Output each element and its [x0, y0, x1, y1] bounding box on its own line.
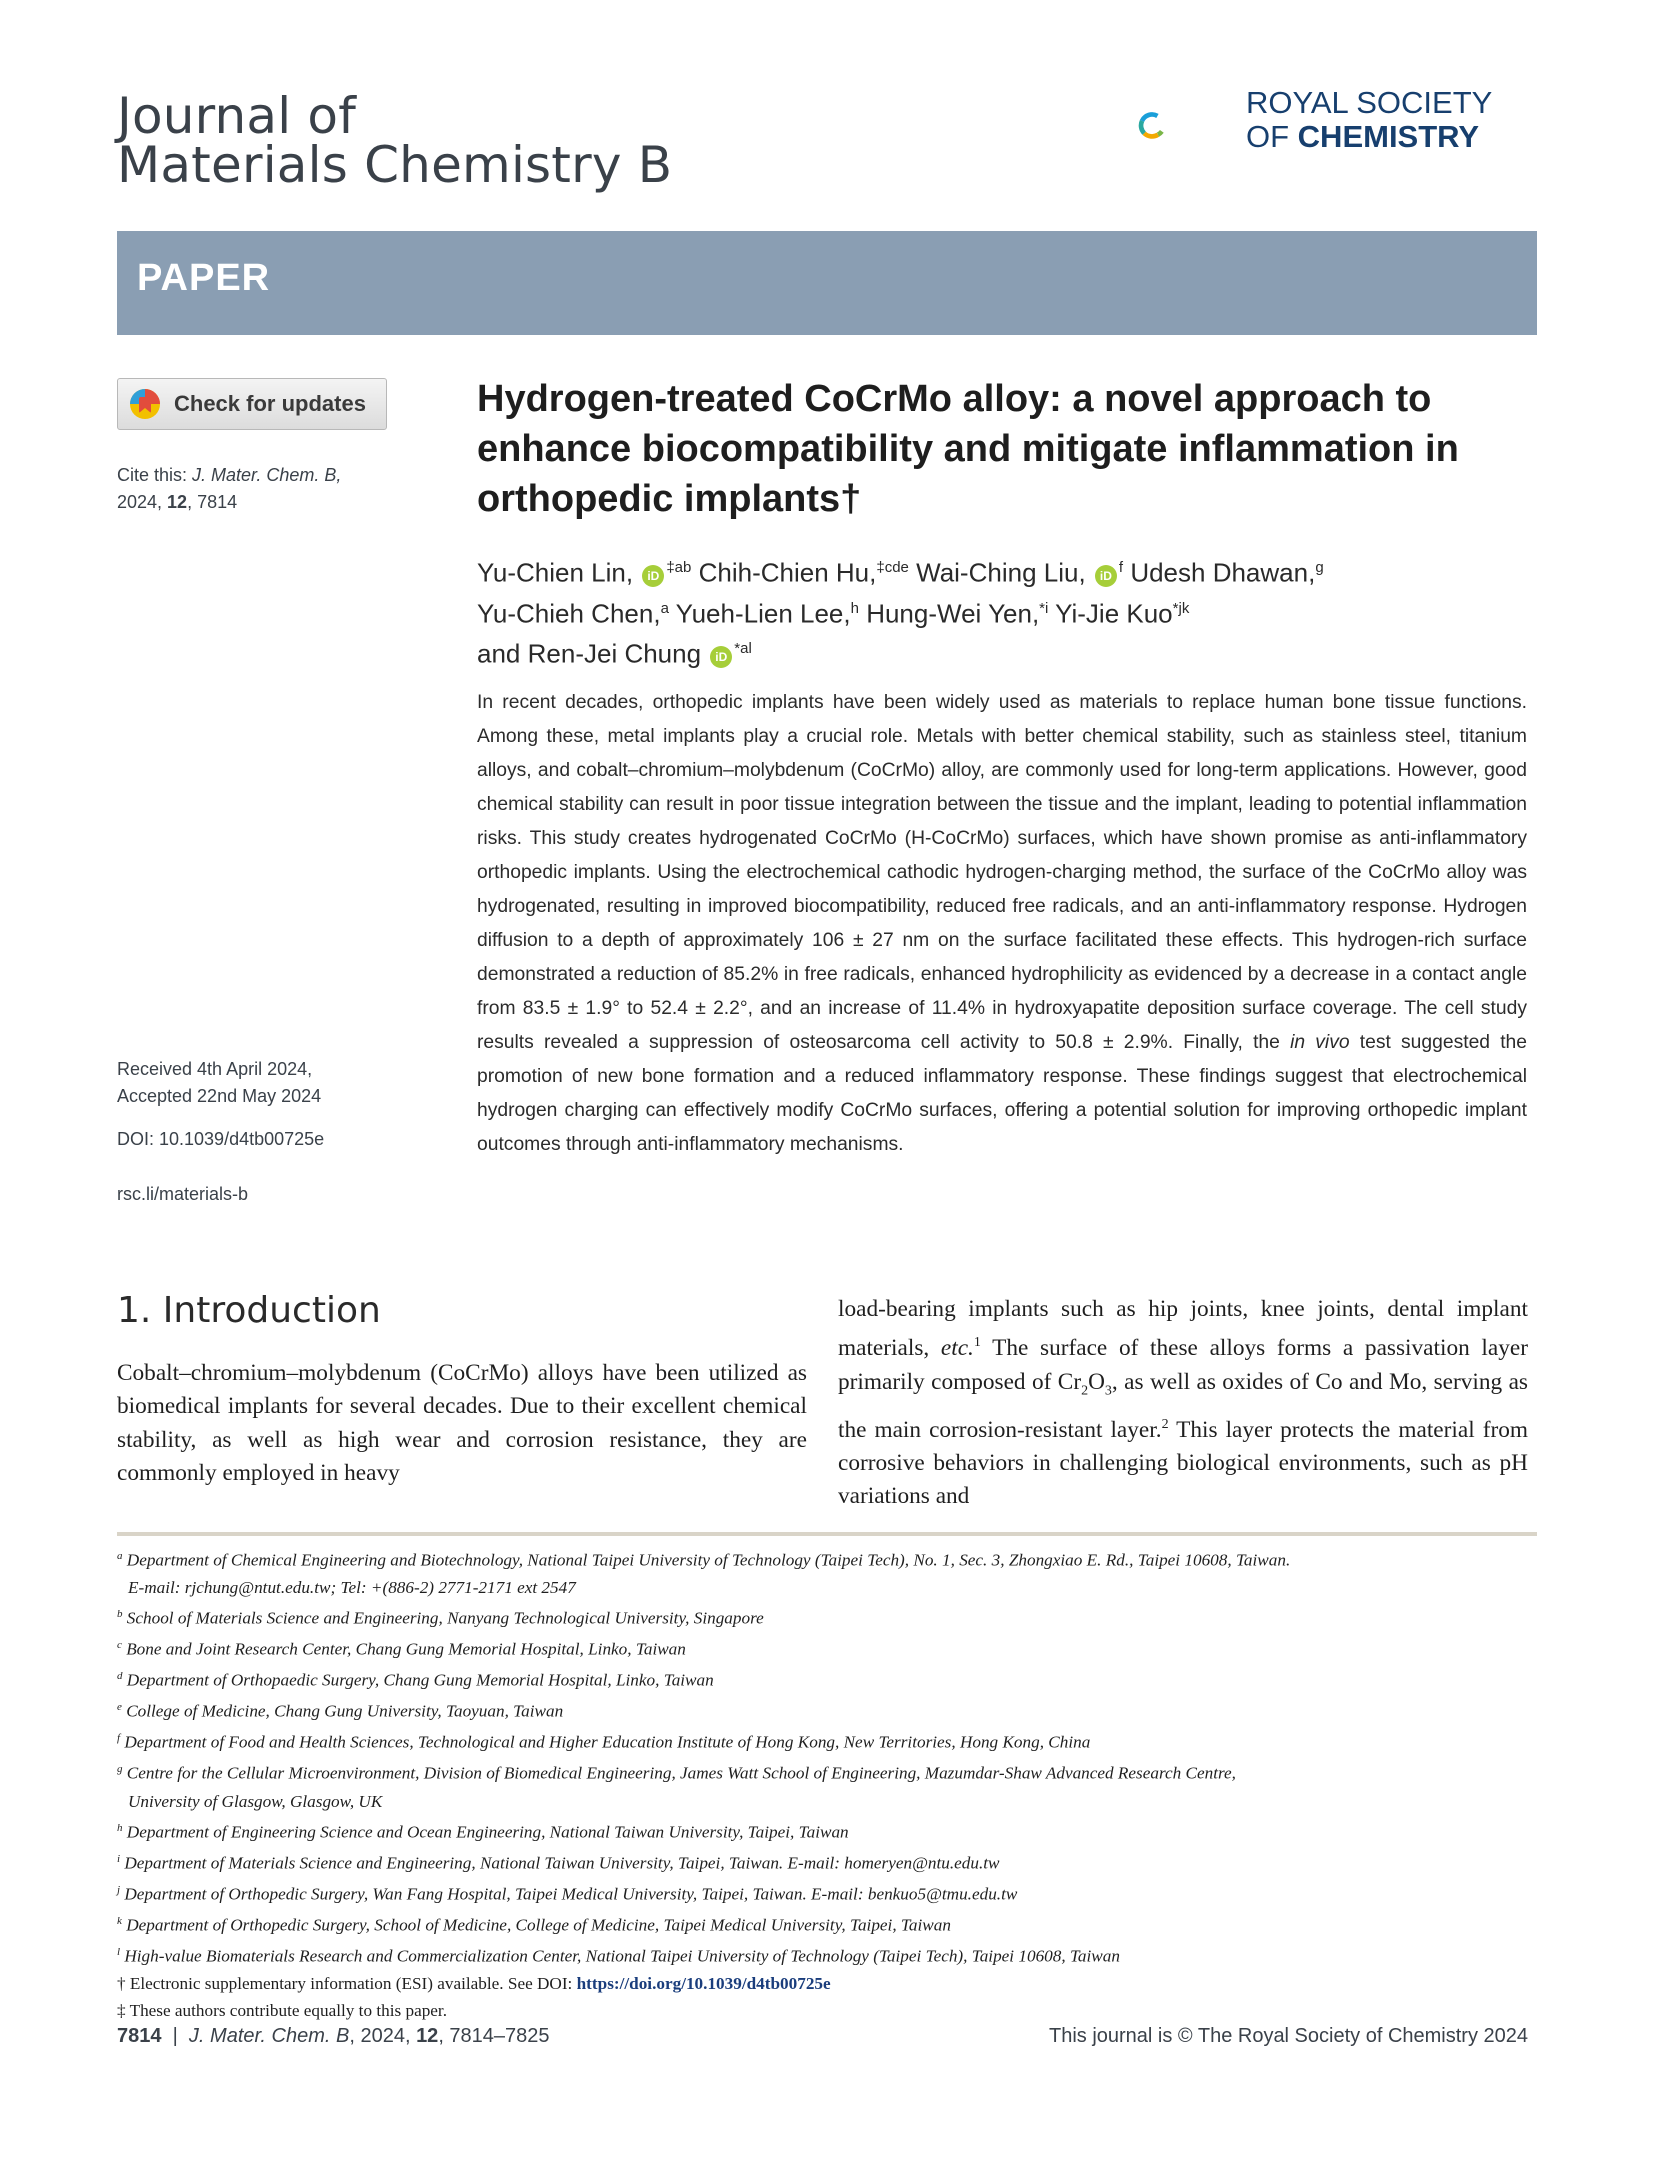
affiliations — [117, 1543, 1537, 2025]
author-affiliation-marker: ‡ab — [666, 559, 692, 576]
rsc-logo-icon — [1136, 70, 1246, 180]
affiliation-item — [117, 1694, 1537, 1725]
received-date: Received 4th April 2024, — [117, 1059, 313, 1079]
author-affiliation-marker: ‡cde — [876, 559, 909, 576]
author-name: Hung-Wei Yen, — [866, 598, 1040, 629]
affiliation-marker: h — [117, 1821, 123, 1834]
journal-title — [117, 87, 817, 194]
author-list — [477, 550, 1537, 672]
check-for-updates-button[interactable] — [117, 378, 387, 430]
article-title: Hydrogen-treated CoCrMo alloy: a novel approach to enhance biocompatibility and mitigate inflammation in orthopedic implants† — [477, 378, 1459, 520]
body-text-left: Cobalt–chromium–molybdenum (CoCrMo) alloys have been utilized as biomedical implants for several decades. Due to their excellent chemical stability, as well as high wear and corrosion resistance, they are commonly employed in heavy — [117, 1360, 807, 1487]
affiliation-marker: f — [117, 1732, 121, 1745]
page-footer-left: 7814 | J. Mater. Chem. B, 2024, 12, 7814–7825 — [117, 2025, 550, 2047]
affiliation-item — [117, 1725, 1537, 1756]
affiliation-item — [117, 1815, 1537, 1846]
accepted-date: Accepted 22nd May 2024 — [117, 1086, 322, 1106]
author-affiliation-marker: a — [660, 599, 669, 617]
section-label: PAPER — [137, 257, 271, 299]
journal-title-line1: Journal of — [117, 87, 357, 145]
affiliation-text-continued: E-mail: rjchung@ntut.edu.tw; Tel: +(886-2) 2771-2171 ext 2547 — [128, 1578, 576, 1598]
affiliation-text: Department of Orthopedic Surgery, Wan Fang Hospital, Taipei Medical University, Taipei, Taiwan. E-mail: benkuo5@tmu.edu.tw — [120, 1884, 1018, 1904]
affiliation-text: Centre for the Cellular Microenvironment, Division of Biomedical Engineering, James Watt School of Engineering, Mazumdar-Shaw Advanced Research Centre, — [122, 1764, 1236, 1784]
affiliation-marker: i — [117, 1852, 121, 1865]
affiliation-item — [117, 1846, 1537, 1877]
author-affiliation-marker: g — [1315, 559, 1324, 576]
author-affiliation-marker: *jk — [1172, 599, 1190, 617]
author-affiliation-marker: *al — [734, 640, 752, 658]
affiliation-marker: j — [117, 1883, 121, 1896]
author-name: Yu-Chieh Chen, — [477, 598, 661, 629]
affiliation-item — [117, 1663, 1537, 1694]
affiliation-item — [117, 1877, 1537, 1908]
orcid-icon[interactable]: iD — [1095, 565, 1117, 587]
check-for-updates-label: Check for updates — [174, 391, 366, 416]
author-name: Ren-Jei Chung — [527, 638, 702, 669]
affiliation-marker: d — [117, 1670, 123, 1683]
affiliation-text: School of Materials Science and Engineering, Nanyang Technological University, Singapore — [122, 1609, 764, 1629]
affiliation-marker: b — [117, 1608, 123, 1621]
author-name: Yu-Chien Lin, — [477, 557, 634, 588]
affiliation-text: High-value Biomaterials Research and Commercialization Center, National Taipei University of Technology (Taipei Tech), Taipei 10608, Taiwan — [120, 1946, 1120, 1966]
affiliation-text: Department of Orthopedic Surgery, School of Medicine, College of Medicine, Taipei Medical University, Taipei, Taiwan — [121, 1915, 951, 1935]
affiliation-item — [117, 1543, 1537, 1601]
affiliation-marker: c — [117, 1639, 122, 1652]
author-name: Udesh Dhawan, — [1130, 557, 1316, 588]
affiliation-marker: k — [117, 1914, 122, 1927]
author-affiliation-marker: *i — [1039, 599, 1049, 617]
affiliation-item — [117, 1601, 1537, 1632]
equal-contribution-note: ‡ These authors contribute equally to this paper. — [117, 2001, 447, 2021]
page-footer-right: This journal is © The Royal Society of Chemistry 2024 — [1048, 2025, 1528, 2047]
affiliation-text: Department of Materials Science and Engineering, National Taiwan University, Taipei, Taiwan. E-mail: homeryen@ntu.edu.tw — [120, 1853, 1000, 1873]
affiliation-item — [117, 1939, 1537, 1970]
affiliation-text: Department of Engineering Science and Ocean Engineering, National Taiwan University, Taipei, Taiwan — [122, 1822, 849, 1842]
orcid-icon[interactable]: iD — [642, 565, 664, 587]
author-name: Yi-Jie Kuo — [1055, 598, 1173, 629]
affiliation-text: Department of Chemical Engineering and Biotechnology, National Taipei University of Technology (Taipei Tech), No. 1, Sec. 3, Zhongxiao E. Rd., Taipei 10608, Taiwan. — [122, 1550, 1291, 1570]
journal-title-line2: Materials Chemistry B — [117, 136, 673, 194]
body-text-right: load-bearing implants such as hip joints, knee joints, dental implant materials, etc.$^1$ The surface of these alloys forms a passivation layer primarily composed of $Cr_2O_3$, as well as oxides of Co and Mo, serving as the main corrosion-resistant layer.$^2$ This layer protects the material from corrosive behaviors in challenging biological environments, such as pH variations and — [838, 1296, 1528, 1510]
article-history — [117, 1056, 417, 1208]
section-heading-introduction: 1. Introduction — [117, 1290, 381, 1331]
doi[interactable]: DOI: 10.1039/d4tb00725e — [117, 1129, 325, 1149]
section-band — [117, 231, 1537, 335]
affiliation-text: College of Medicine, Chang Gung University, Taoyuan, Taiwan — [121, 1702, 564, 1722]
abstract: In recent decades, orthopedic implants have been widely used as materials to replace human bone tissue functions. Among these, metal implants play a crucial role. Metals with better chemical stability, such as stainless steel, titanium alloys, and cobalt–chromium–molybdenum (CoCrMo) alloy, are commonly used for long-term applications. However, good chemical stability can result in poor tissue integration between the tissue and the implant, leading to potential inflammation risks. This study creates hydrogenated CoCrMo (H-CoCrMo) surfaces, which have shown promise as anti-inflammatory orthopedic implants. Using the electrochemical cathodic hydrogen-charging method, the surface of the CoCrMo alloy was hydrogenated, resulting in improved biocompatibility, reduced free radicals, and an anti-inflammatory response. Hydrogen diffusion to a depth of approximately 106 ± 27 nm on the surface facilitated these effects. This hydrogen-rich surface demonstrated a reduction of 85.2% in free radicals, enhanced hydrophilicity as evidenced by a decrease in a contact angle from 83.5 ± 1.9° to 52.4 ± 2.2°, and an increase of 11.4% in hydroxyapatite deposition surface coverage. The cell study results revealed a suppression of osteosarcoma cell activity to 50.8 ± 2.9%. Finally, the in vivo test suggested the promotion of new bone formation and a reduced inflammatory response. These findings suggest that electrochemical hydrogen charging can effectively modify CoCrMo surfaces, offering a potential solution for improving orthopedic implant outcomes through anti-inflammatory mechanisms. — [477, 692, 1528, 1155]
affiliation-item — [117, 1756, 1537, 1814]
affiliation-item — [117, 1908, 1537, 1939]
orcid-icon[interactable]: iD — [710, 646, 732, 668]
publisher-line1: ROYAL SOCIETY — [1246, 85, 1493, 120]
footnote-divider — [117, 1532, 1537, 1536]
esi-note: † Electronic supplementary information (ESI) available. See DOI: https://doi.org/10.1039/d4tb00725e — [117, 1973, 831, 1993]
affiliation-marker: l — [117, 1945, 121, 1958]
publisher-name — [1246, 86, 1546, 154]
publisher-line2: OF CHEMISTRY — [1246, 119, 1480, 154]
citation: Cite this: J. Mater. Chem. B, 2024, 12, 7814 — [117, 465, 342, 512]
author-affiliation-marker: f — [1118, 559, 1124, 576]
author-name: Chih-Chien Hu, — [698, 557, 877, 588]
affiliation-marker: e — [117, 1701, 122, 1714]
affiliation-marker: a — [117, 1550, 123, 1562]
esi-link[interactable]: https://doi.org/10.1039/d4tb00725e — [576, 1973, 831, 1993]
affiliation-text: Department of Orthopaedic Surgery, Chang Gung Memorial Hospital, Linko, Taiwan — [122, 1671, 714, 1691]
affiliation-text-continued: University of Glasgow, Glasgow, UK — [128, 1791, 383, 1811]
affiliation-text: Bone and Joint Research Center, Chang Gung Memorial Hospital, Linko, Taiwan — [121, 1640, 686, 1660]
affiliation-item — [117, 1632, 1537, 1663]
journal-url[interactable]: rsc.li/materials-b — [117, 1184, 249, 1204]
update-badge-icon — [128, 387, 162, 421]
author-name: and — [477, 638, 521, 669]
affiliation-marker: g — [117, 1763, 123, 1776]
author-affiliation-marker: h — [850, 599, 859, 617]
author-name: Wai-Ching Liu, — [916, 557, 1086, 588]
affiliation-text: Department of Food and Health Sciences, Technological and Higher Education Institute of Hong Kong, New Territories, Hong Kong, China — [120, 1733, 1091, 1753]
author-name: Yueh-Lien Lee, — [675, 598, 851, 629]
